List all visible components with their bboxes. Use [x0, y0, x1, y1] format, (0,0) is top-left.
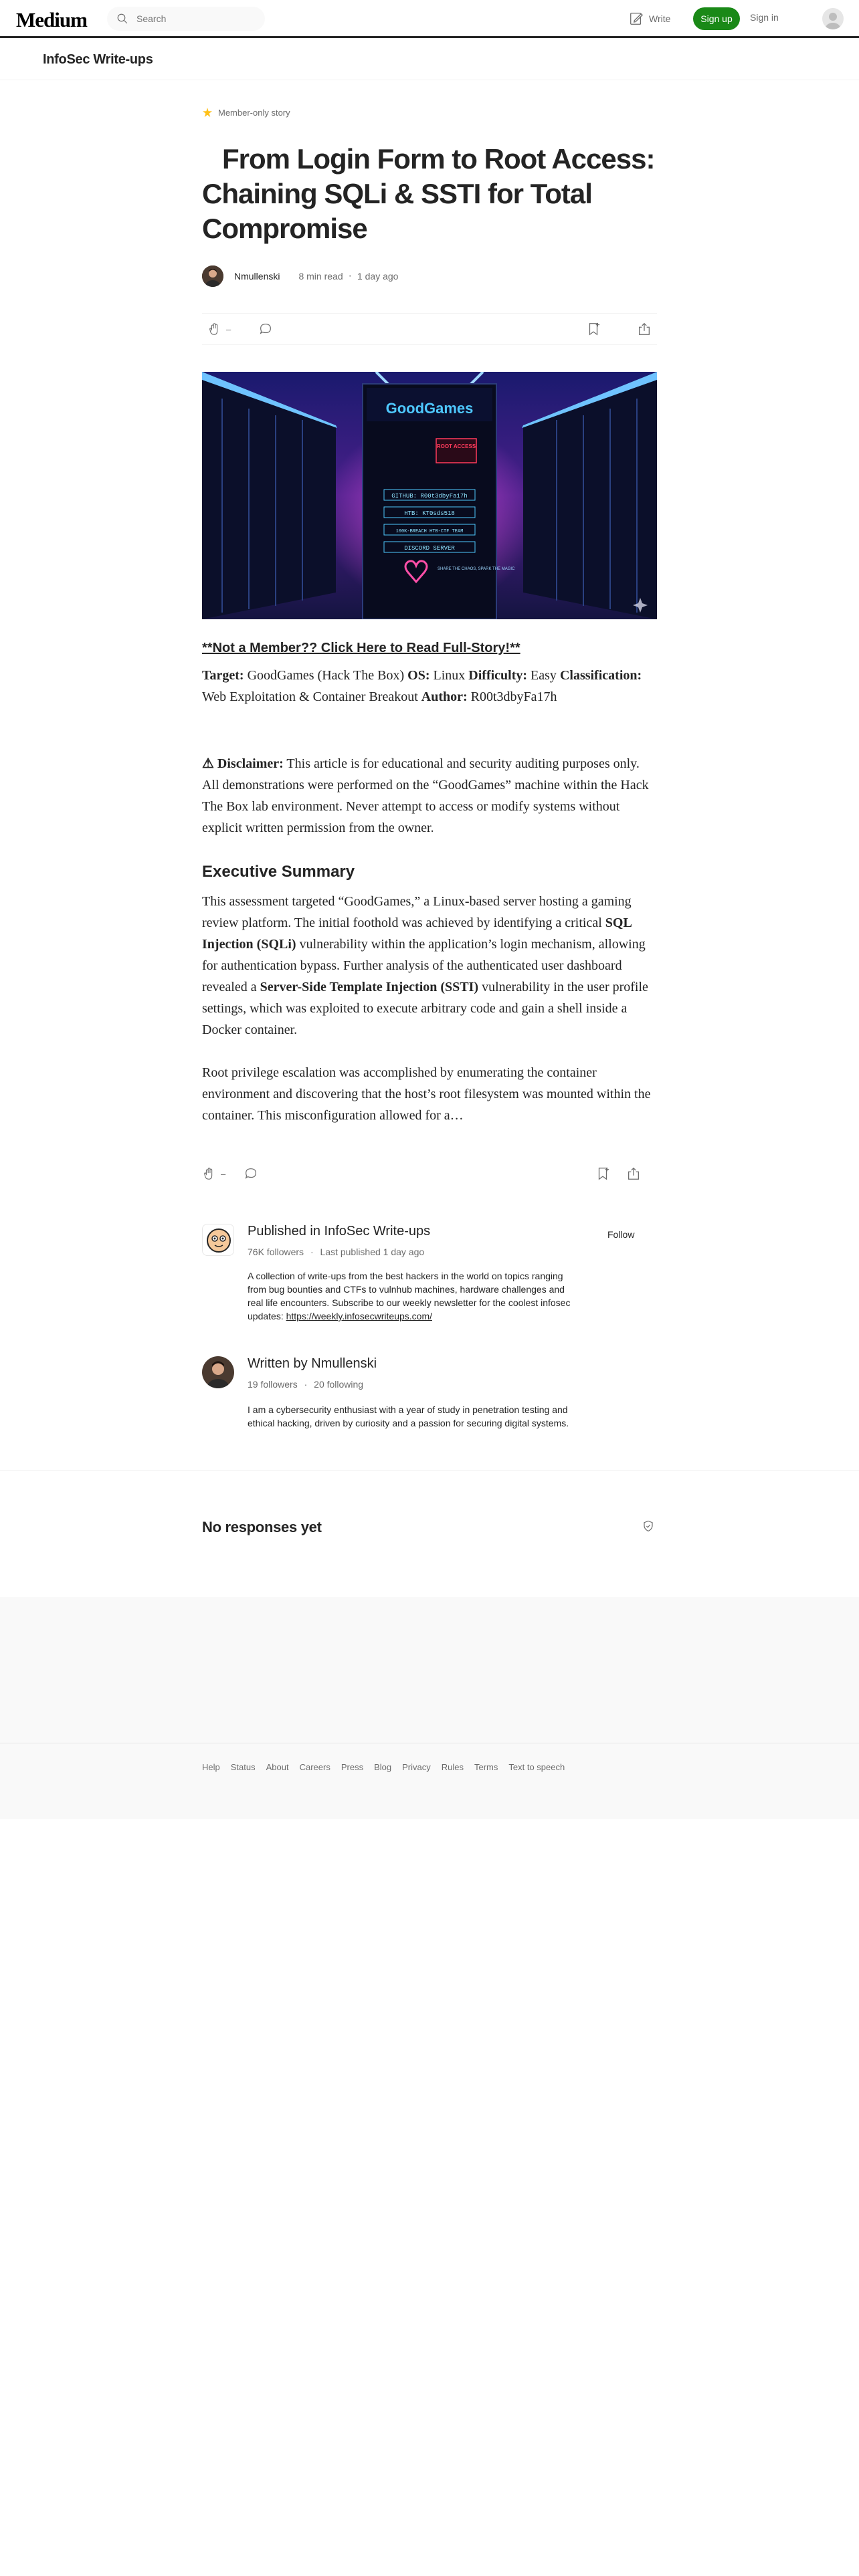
clap-count: –: [226, 324, 231, 334]
hero-brand: GoodGames: [385, 400, 474, 417]
footer-link-help[interactable]: Help: [202, 1762, 220, 1772]
footer: [0, 1743, 859, 1819]
clap-button[interactable]: [207, 322, 231, 336]
star-icon: [202, 107, 213, 118]
clap-icon: [207, 322, 222, 336]
summary-paragraph-1: This assessment targeted “GoodGames,” a Linux-based server hosting a gaming review platform. The initial foothold was achieved by identifying a critical SQL Injection (SQLi) vulnerability within the application’s login mechanism, allowing for authentication bypass. Further analysis of the authenticated user dashboard revealed a Server-Side Template Injection (SSTI) vulnerability in the user profile settings, which was exploited to execute arbitrary code and gain a shell inside a Docker container.: [202, 894, 648, 1037]
comment-button[interactable]: [258, 322, 273, 336]
shield-icon[interactable]: [642, 1520, 654, 1532]
disclaimer: ⚠ Disclaimer: This article is for educational and security auditing purposes only. All demonstrations were performed on the “GoodGames” machine within the Hack The Box lab environment. Never attempt to access or modify systems without explicit written permission from the owner.: [202, 756, 649, 835]
responses-title: No responses yet: [202, 1519, 322, 1535]
read-time: 8 min read: [298, 271, 343, 282]
member-badge-label: Member-only story: [218, 107, 290, 118]
read-full-story-link[interactable]: **Not a Member?? Click Here to Read Full-Story!**: [202, 641, 520, 655]
footer-link-privacy[interactable]: Privacy: [402, 1762, 431, 1772]
follow-button[interactable]: Follow: [607, 1229, 635, 1240]
bookmark-icon: [586, 322, 601, 336]
share-button[interactable]: [626, 1166, 641, 1181]
author-following: 20 following: [314, 1379, 364, 1390]
signup-button[interactable]: Sign up: [693, 7, 740, 30]
hero-image: [202, 372, 657, 619]
section-heading: Executive Summary: [202, 863, 355, 881]
publication-card-meta: 76K followers · Last published 1 day ago: [248, 1247, 425, 1257]
top-nav: [0, 0, 859, 38]
target-meta: Target: GoodGames (Hack The Box) OS: Linux Difficulty: Easy Classification: Web Exploitation & Container Breakout Author: R00t3dbyFa17h: [202, 668, 642, 704]
medium-logo[interactable]: Medium: [16, 8, 87, 31]
comment-button[interactable]: [244, 1166, 258, 1181]
search-input[interactable]: [136, 11, 257, 27]
hero-line-4: DISCORD SERVER: [404, 545, 455, 552]
author-card-avatar[interactable]: [202, 1356, 234, 1388]
comment-icon: [244, 1166, 258, 1181]
clap-button[interactable]: [202, 1166, 225, 1181]
footer-link-text-to-speech[interactable]: Text to speech: [508, 1762, 565, 1772]
author-avatar[interactable]: [202, 265, 223, 287]
write-icon: [629, 11, 644, 26]
footer-link-careers[interactable]: Careers: [299, 1762, 330, 1772]
search-box[interactable]: [107, 7, 265, 31]
published-time: 1 day ago: [357, 271, 399, 282]
hero-screen-label: ROOT ACCESS: [436, 443, 476, 449]
comment-icon: [258, 322, 273, 336]
action-bar-bottom: [202, 1158, 657, 1190]
publication-card-title[interactable]: Published in InfoSec Write-ups: [248, 1224, 431, 1239]
member-badge: [202, 104, 290, 120]
author-card-title[interactable]: Written by Nmullenski: [248, 1356, 377, 1371]
author-card-meta: 19 followers · 20 following: [248, 1379, 364, 1390]
footer-link-terms[interactable]: Terms: [474, 1762, 498, 1772]
footer-links: [202, 1762, 565, 1772]
clap-icon: [202, 1166, 217, 1181]
article-title: From Login Form to Root Access: Chaining SQLi & SSTI for Total Compromise: [202, 143, 655, 244]
footer-link-blog[interactable]: Blog: [374, 1762, 392, 1772]
avatar-icon[interactable]: [822, 8, 844, 29]
more-from-section: [0, 1597, 859, 1743]
share-icon: [626, 1166, 641, 1181]
bookmark-icon: [595, 1166, 610, 1181]
footer-link-about[interactable]: About: [266, 1762, 289, 1772]
write-button[interactable]: [629, 11, 670, 27]
action-bar-top: [202, 313, 657, 345]
bookmark-button[interactable]: [595, 1166, 610, 1181]
newsletter-link[interactable]: https://weekly.infosecwriteups.com/: [286, 1311, 432, 1321]
write-label: Write: [649, 13, 671, 24]
separator-dot: ·: [348, 270, 352, 282]
search-icon: [116, 13, 128, 25]
author-description: I am a cybersecurity enthusiast with a year of study in penetration testing and ethical hacking, driven by curiosity and a passion for securing digital systems.: [248, 1404, 569, 1428]
bookmark-button[interactable]: [586, 322, 601, 336]
author-followers: 19 followers: [248, 1379, 298, 1390]
summary-paragraph-2: Root privilege escalation was accomplished by enumerating the container environment and discovering that the host’s root filesystem was mounted within the container. This misconfiguration allowed for a…: [202, 1065, 651, 1123]
clap-count: –: [221, 1168, 226, 1179]
publication-followers: 76K followers: [248, 1247, 304, 1257]
publication-last-published: Last published 1 day ago: [320, 1247, 425, 1257]
signin-link[interactable]: Sign in: [750, 12, 779, 23]
hero-heart-caption: SHARE THE CHAOS, SPARK THE MAGIC: [438, 567, 515, 571]
share-button[interactable]: [637, 322, 652, 336]
responses-section: [0, 1470, 859, 1597]
byline: [202, 264, 398, 288]
hero-line-1: GITHUB: R00t3dbyFa17h: [391, 493, 468, 500]
publication-bar: [0, 40, 859, 80]
footer-link-rules[interactable]: Rules: [441, 1762, 464, 1772]
hero-line-3: 100K-BREACH HTB-CTF TEAM: [395, 529, 464, 534]
publication-name[interactable]: InfoSec Write-ups: [43, 52, 153, 67]
share-icon: [637, 322, 652, 336]
footer-link-press[interactable]: Press: [341, 1762, 364, 1772]
hero-line-2: HTB: KT0sds518: [404, 510, 455, 517]
author-name[interactable]: Nmullenski: [234, 271, 280, 282]
publication-logo[interactable]: [202, 1224, 234, 1256]
footer-link-status[interactable]: Status: [230, 1762, 256, 1772]
publication-description: A collection of write-ups from the best hackers in the world on topics ranging from bug bounties and CTFs to vulnhub machines, hardware challenges and real life encounters. Subscribe to our weekly newsletter for the coolest infosec updates: https://weekly.infosecwriteups.com/: [248, 1271, 571, 1321]
